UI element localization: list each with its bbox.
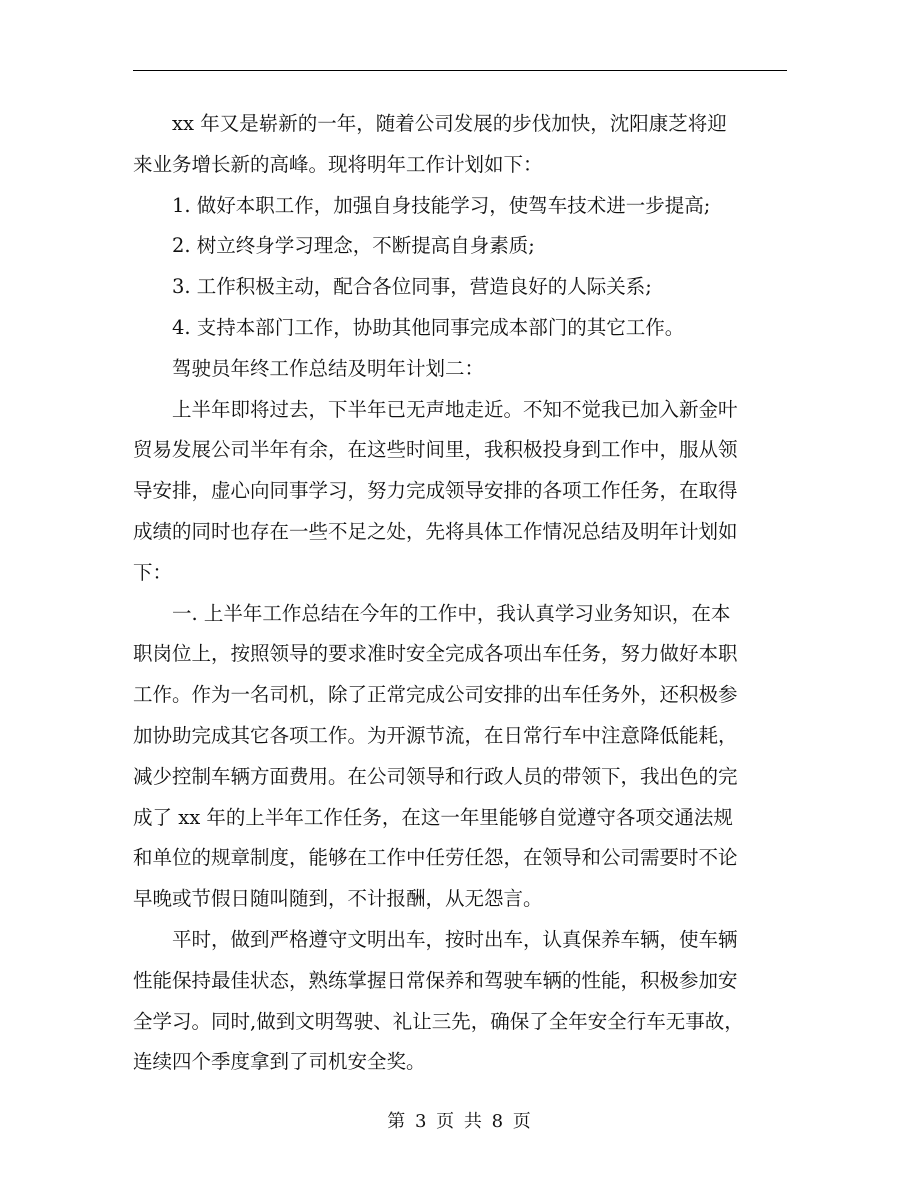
text-line: 早晚或节假日随叫随到，不计报酬，从无怨言。 (133, 887, 543, 911)
page-footer: 第 3 页 共 8 页 (387, 1111, 533, 1132)
text-line: 加协助完成其它各项工作。为开源节流，在日常行车中注意降低能耗， (133, 723, 738, 747)
text-line: 一. 上半年工作总结在今年的工作中，我认真学习业务知识，在本 (172, 601, 731, 625)
text-line: 下： (133, 560, 173, 584)
paragraph (133, 308, 787, 349)
text-line: 减少控制车辆方面费用。在公司领导和行政人员的带领下，我出色的完 (133, 764, 738, 788)
paragraph (133, 349, 787, 390)
text-line: 职岗位上，按照领导的要求准时安全完成各项出车任务，努力做好本职 (133, 642, 738, 666)
text-line: 和单位的规章制度，能够在工作中任劳任怨，在领导和公司需要时不论 (133, 846, 738, 870)
text-line: 上半年即将过去，下半年已无声地走近。不知不觉我已加入新金叶 (172, 397, 738, 421)
text-line: 4. 支持本部门工作，协助其他同事完成本部门的其它工作。 (172, 315, 685, 339)
text-line: 导安排，虚心向同事学习，努力完成领导安排的各项工作任务，在取得 (133, 479, 738, 503)
text-line: 贸易发展公司半年有余，在这些时间里，我积极投身到工作中，服从领 (133, 438, 738, 462)
text-line: 来业务增长新的高峰。现将明年工作计划如下： (133, 152, 543, 176)
paragraph (133, 186, 787, 227)
text-line: 驾驶员年终工作总结及明年计划二： (172, 356, 485, 380)
text-line: 全学习。同时,做到文明驾驶、礼让三先，确保了全年安全行车无事故， (133, 1009, 744, 1033)
text-line: 成绩的同时也存在一些不足之处，先将具体工作情况总结及明年计划如 (133, 519, 738, 543)
text-line: 工作。作为一名司机，除了正常完成公司安排的出车任务外，还积极参 (133, 683, 738, 707)
text-line: 3. 工作积极主动，配合各位同事，营造良好的人际关系; (172, 275, 652, 299)
paragraph (133, 920, 787, 1083)
paragraph (133, 390, 787, 594)
text-line: 连续四个季度拿到了司机安全奖。 (133, 1050, 426, 1074)
header-rule (133, 70, 787, 71)
paragraph (133, 104, 787, 186)
text-line: 1. 做好本职工作，加强自身技能学习，使驾车技术进一步提高; (172, 193, 711, 217)
document-body (133, 104, 787, 1083)
text-line: 2. 树立终身学习理念，不断提高自身素质; (172, 234, 535, 258)
text-line: 平时，做到严格遵守文明出车，按时出车，认真保养车辆，使车辆 (172, 927, 738, 951)
text-line: xx 年又是崭新的一年，随着公司发展的步伐加快，沈阳康芝将迎 (172, 112, 727, 135)
text-line: 成了 xx 年的上半年工作任务，在这一年里能够自觉遵守各项交通法规 (133, 805, 733, 829)
paragraph (133, 594, 787, 920)
paragraph (133, 226, 787, 267)
paragraph (133, 267, 787, 308)
text-line: 性能保持最佳状态，熟练掌握日常保养和驾驶车辆的性能，积极参加安 (133, 968, 738, 992)
